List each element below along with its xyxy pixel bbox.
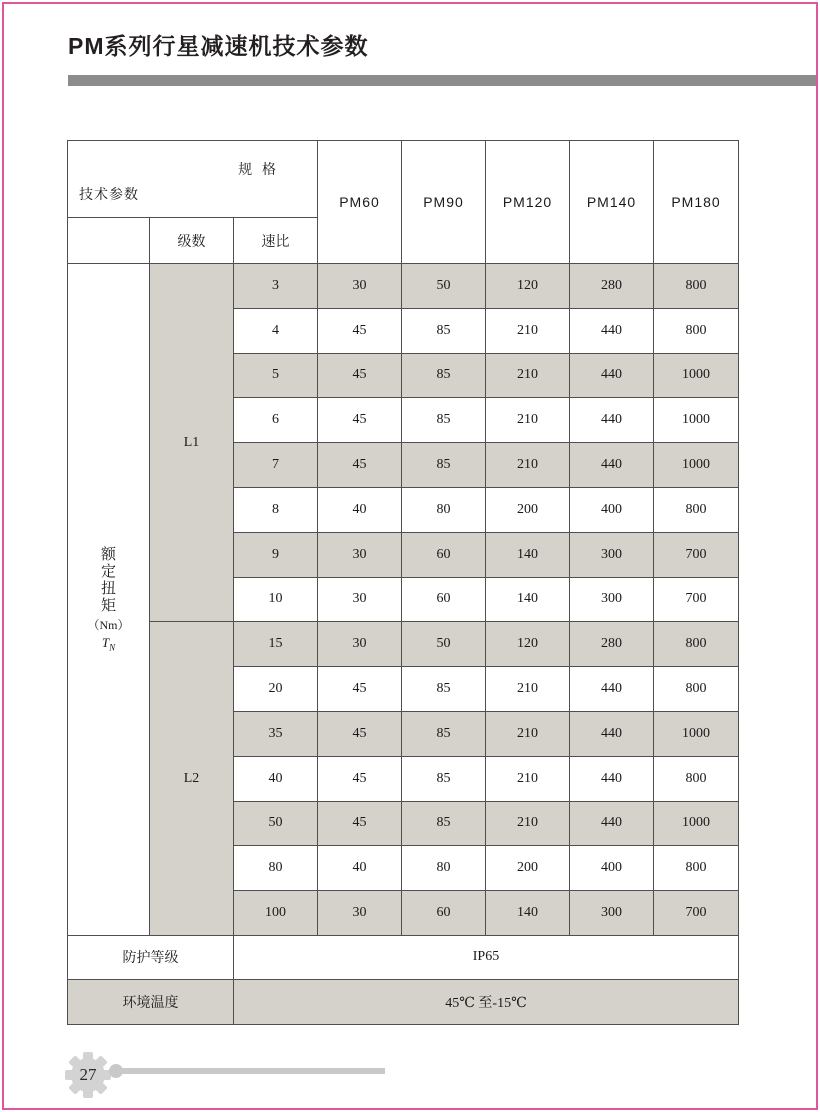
value-cell: 85 [402, 308, 486, 353]
ratio-cell: 20 [234, 667, 318, 712]
value-cell: 85 [402, 711, 486, 756]
temperature-row [68, 979, 739, 1024]
protection-value: IP65 [234, 935, 739, 979]
temperature-value: 45℃ 至-15℃ [234, 979, 739, 1024]
ratio-cell: 10 [234, 577, 318, 622]
stage-cell-l1: L1 [150, 264, 234, 622]
value-cell: 800 [654, 487, 739, 532]
value-cell: 1000 [654, 801, 739, 846]
protection-label: 防护等级 [68, 935, 234, 979]
value-cell: 30 [318, 891, 402, 936]
value-cell: 210 [486, 801, 570, 846]
ratio-cell: 50 [234, 801, 318, 846]
value-cell: 50 [402, 264, 486, 309]
table-body [68, 264, 739, 936]
value-cell: 140 [486, 577, 570, 622]
column-header-pm140: PM140 [570, 141, 654, 264]
ratio-cell: 3 [234, 264, 318, 309]
value-cell: 700 [654, 532, 739, 577]
ratio-cell: 15 [234, 622, 318, 667]
value-cell: 85 [402, 667, 486, 712]
ratio-cell: 8 [234, 487, 318, 532]
value-cell: 210 [486, 756, 570, 801]
value-cell: 85 [402, 756, 486, 801]
ratio-cell: 5 [234, 353, 318, 398]
value-cell: 300 [570, 577, 654, 622]
value-cell: 400 [570, 846, 654, 891]
value-cell: 50 [402, 622, 486, 667]
ratio-cell: 100 [234, 891, 318, 936]
footer-divider-line [118, 1068, 385, 1074]
value-cell: 45 [318, 398, 402, 443]
spec-table [67, 140, 739, 1025]
value-cell: 210 [486, 398, 570, 443]
value-cell: 60 [402, 891, 486, 936]
page-title: PM系列行星减速机技术参数 [68, 33, 369, 59]
header-param-label: 技术参数 [79, 186, 139, 202]
value-cell: 300 [570, 891, 654, 936]
page-number: 27 [79, 1065, 97, 1084]
value-cell: 200 [486, 846, 570, 891]
value-cell: 800 [654, 264, 739, 309]
value-cell: 45 [318, 801, 402, 846]
value-cell: 440 [570, 801, 654, 846]
ratio-cell: 7 [234, 443, 318, 488]
value-cell: 700 [654, 577, 739, 622]
value-cell: 80 [402, 846, 486, 891]
table-row [68, 264, 739, 309]
value-cell: 60 [402, 577, 486, 622]
value-cell: 85 [402, 353, 486, 398]
value-cell: 210 [486, 308, 570, 353]
value-cell: 85 [402, 801, 486, 846]
value-cell: 140 [486, 532, 570, 577]
header-spec-label: 规 格 [238, 161, 279, 177]
table-footer-rows [68, 935, 739, 1024]
value-cell: 1000 [654, 353, 739, 398]
column-header-pm60: PM60 [318, 141, 402, 264]
row-group-label-torque: 额 定 扭 矩 （Nm） $T_N$ [68, 264, 150, 936]
temperature-label: 环境温度 [68, 979, 234, 1024]
protection-row [68, 935, 739, 979]
value-cell: 45 [318, 667, 402, 712]
value-cell: 80 [402, 487, 486, 532]
value-cell: 440 [570, 443, 654, 488]
value-cell: 1000 [654, 711, 739, 756]
value-cell: 120 [486, 264, 570, 309]
value-cell: 85 [402, 398, 486, 443]
value-cell: 800 [654, 667, 739, 712]
ratio-cell: 80 [234, 846, 318, 891]
value-cell: 440 [570, 756, 654, 801]
value-cell: 200 [486, 487, 570, 532]
subheader-ratio: 速比 [234, 218, 318, 264]
diagonal-header-cell [68, 141, 318, 218]
value-cell: 30 [318, 532, 402, 577]
value-cell: 45 [318, 308, 402, 353]
value-cell: 45 [318, 711, 402, 756]
column-header-pm180: PM180 [654, 141, 739, 264]
column-header-pm90: PM90 [402, 141, 486, 264]
column-header-pm120: PM120 [486, 141, 570, 264]
ratio-cell: 35 [234, 711, 318, 756]
value-cell: 440 [570, 398, 654, 443]
value-cell: 30 [318, 264, 402, 309]
value-cell: 120 [486, 622, 570, 667]
value-cell: 400 [570, 487, 654, 532]
value-cell: 210 [486, 667, 570, 712]
value-cell: 440 [570, 667, 654, 712]
subheader-empty-cell [68, 218, 150, 264]
value-cell: 30 [318, 622, 402, 667]
ratio-cell: 4 [234, 308, 318, 353]
ratio-cell: 9 [234, 532, 318, 577]
value-cell: 210 [486, 711, 570, 756]
value-cell: 45 [318, 353, 402, 398]
ratio-cell: 6 [234, 398, 318, 443]
page-number-badge [64, 1051, 112, 1099]
value-cell: 210 [486, 443, 570, 488]
value-cell: 1000 [654, 398, 739, 443]
subheader-stage: 级数 [150, 218, 234, 264]
value-cell: 40 [318, 846, 402, 891]
value-cell: 85 [402, 443, 486, 488]
value-cell: 800 [654, 756, 739, 801]
value-cell: 800 [654, 308, 739, 353]
value-cell: 440 [570, 353, 654, 398]
value-cell: 60 [402, 532, 486, 577]
value-cell: 700 [654, 891, 739, 936]
value-cell: 280 [570, 264, 654, 309]
ratio-cell: 40 [234, 756, 318, 801]
table-row [68, 622, 739, 667]
value-cell: 30 [318, 577, 402, 622]
title-underline-bar [68, 75, 816, 86]
value-cell: 210 [486, 353, 570, 398]
table-header [68, 141, 739, 264]
value-cell: 300 [570, 532, 654, 577]
value-cell: 440 [570, 711, 654, 756]
value-cell: 440 [570, 308, 654, 353]
value-cell: 800 [654, 622, 739, 667]
value-cell: 280 [570, 622, 654, 667]
value-cell: 800 [654, 846, 739, 891]
value-cell: 45 [318, 443, 402, 488]
value-cell: 45 [318, 756, 402, 801]
value-cell: 140 [486, 891, 570, 936]
stage-cell-l2: L2 [150, 622, 234, 936]
value-cell: 1000 [654, 443, 739, 488]
value-cell: 40 [318, 487, 402, 532]
